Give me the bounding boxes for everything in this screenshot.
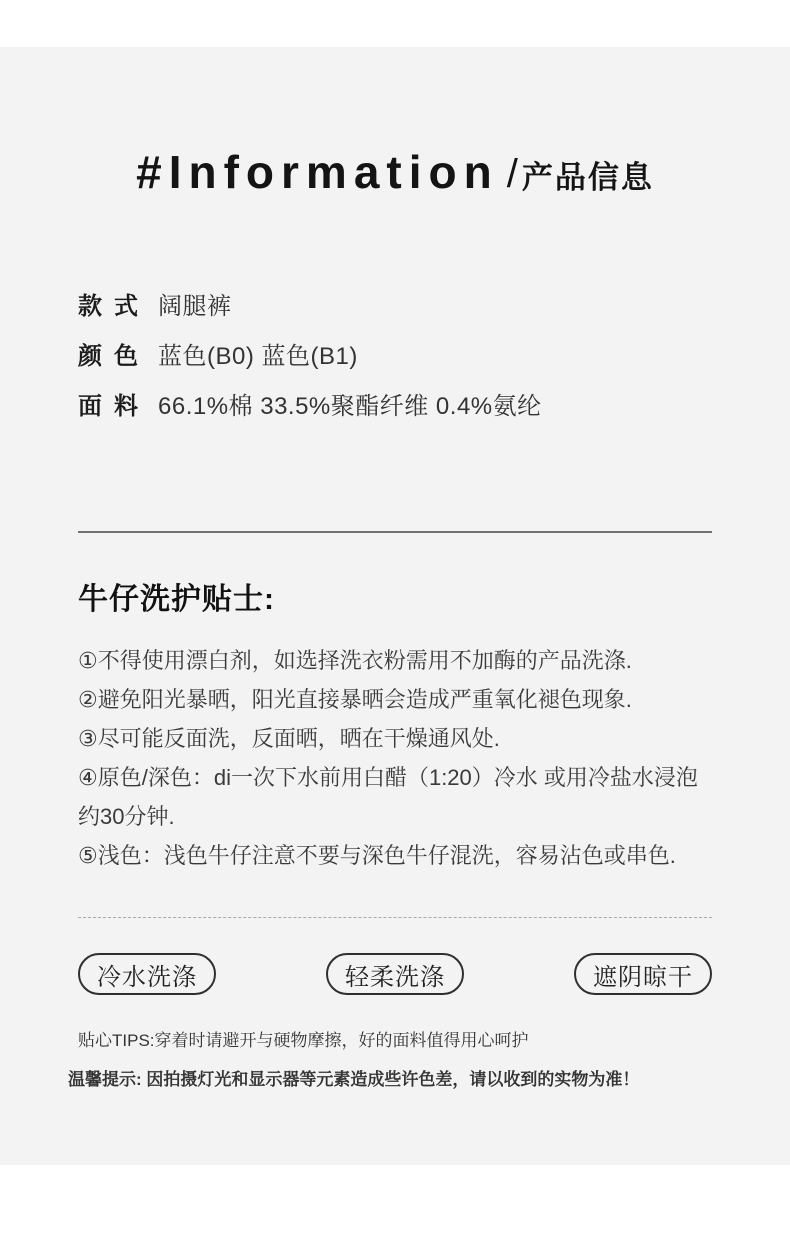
attribute-value: 阔腿裤 (158, 293, 232, 320)
section-title-en: #Information (136, 146, 499, 198)
color-difference-notice: 温馨提示: 因拍摄灯光和显示器等元素造成些许色差，请以收到的实物为准！ (68, 1070, 640, 1089)
badge-cold-wash: 冷水洗涤 (78, 953, 216, 995)
friendly-tips-note: 贴心TIPS:穿着时请避开与硬物摩擦，好的面料值得用心呵护 (78, 1031, 529, 1050)
care-tip-item: ④原色/深色：di一次下水前用白醋（1:20）冷水 或用冷盐水浸泡约30分钟. (78, 765, 698, 829)
care-tip-item: ②避免阳光暴晒，阳光直接暴晒会造成严重氧化褪色现象. (78, 687, 632, 712)
badge-gentle-wash: 轻柔洗涤 (326, 953, 464, 995)
badge-shade-dry: 遮阴晾干 (574, 953, 712, 995)
dashed-divider (78, 917, 712, 918)
attribute-label: 款式 (78, 293, 150, 320)
care-tips-heading: 牛仔洗护贴士: (78, 583, 275, 616)
care-tips-list (78, 641, 712, 875)
care-tip-item: ⑤浅色：浅色牛仔注意不要与深色牛仔混洗，容易沾色或串色. (78, 843, 676, 868)
attribute-label: 颜色 (78, 343, 150, 370)
attribute-value: 66.1%棉 33.5%聚酯纤维 0.4%氨纶 (158, 393, 542, 420)
section-title-cn: 产品信息 (521, 160, 654, 195)
solid-divider (78, 531, 712, 533)
attribute-label: 面料 (78, 393, 150, 420)
product-attributes (78, 292, 712, 422)
care-tip-item: ①不得使用漂白剂，如选择洗衣粉需用不加酶的产品洗涤. (78, 648, 632, 673)
care-badges (78, 953, 712, 995)
title-separator: / (506, 152, 518, 196)
section-header (78, 47, 712, 199)
attribute-row-color (78, 342, 712, 372)
attribute-row-fabric (78, 392, 712, 422)
product-info-panel (0, 47, 790, 1165)
attribute-value: 蓝色(B0) 蓝色(B1) (158, 343, 358, 370)
attribute-row-style (78, 292, 712, 322)
care-tip-item: ③尽可能反面洗，反面晒，晒在干燥通风处. (78, 726, 500, 751)
